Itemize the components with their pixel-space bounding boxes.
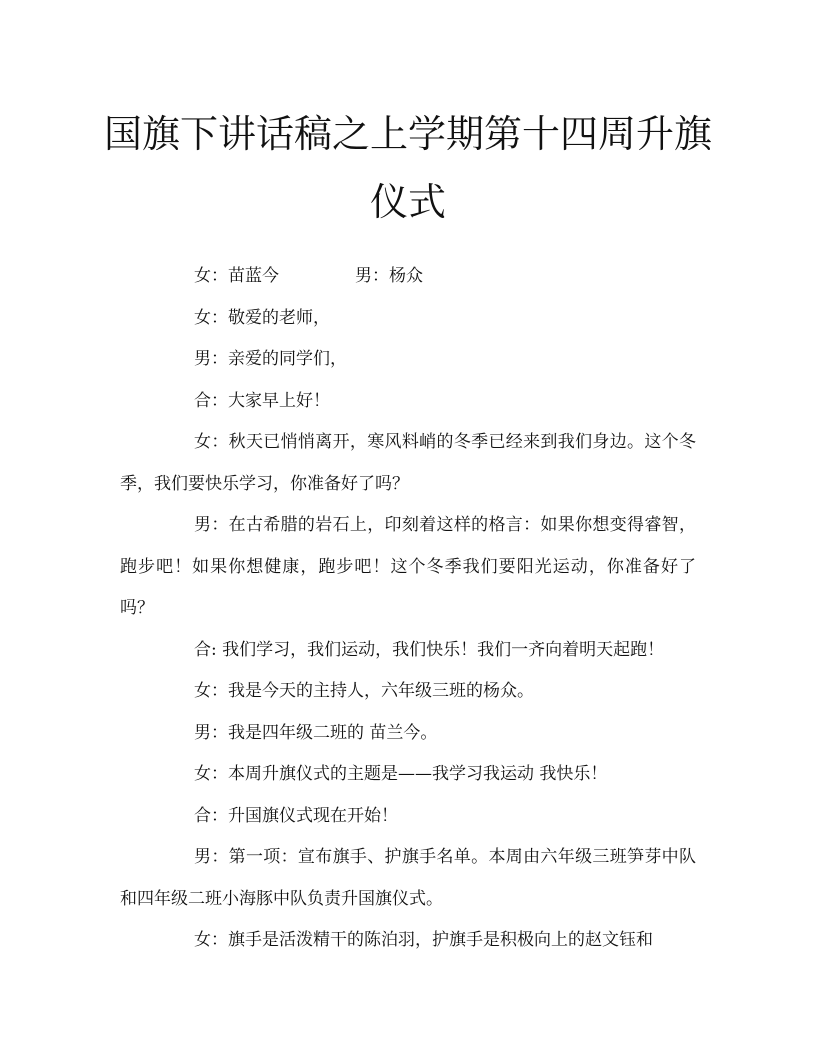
title-line-2: 仪式 [369,180,446,224]
paragraph: 合: 我们学习，我们运动，我们快乐！我们一齐向着明天起跑！ [194,639,665,660]
paragraph: 女：本周升旗仪式的主题是——我学习我运动 我快乐！ [194,764,608,784]
speaker-male: 男：杨众 [355,266,423,286]
paragraph: 女：敬爱的老师， [194,307,330,328]
paragraph: 男：在古希腊的岩石上，印刻着这样的格言：如果你想变得睿智，跑步吧！如果你想健康，跑步吧！这个冬季我们要阳光运动，你准备好了吗？ [120,515,696,618]
paragraph: 男：亲爱的同学们， [194,349,347,369]
document-body [120,256,696,962]
paragraph: 合：升国旗仪式现在开始！ [194,805,398,826]
speaker-female: 女：苗蓝今 [194,266,279,286]
title-line-1: 国旗下讲话稿之上学期第十四周升旗 [103,112,712,156]
paragraph: 合：大家早上好！ [194,390,330,411]
speaker-line [120,256,696,298]
paragraph: 女：旗手是活泼精干的陈泊羽，护旗手是积极向上的赵文钰和 [194,930,653,950]
paragraph: 男：第一项：宣布旗手、护旗手名单。本周由六年级三班笋芽中队和四年级二班小海豚中队负责升国旗仪式。 [120,847,696,909]
paragraph: 女：我是今天的主持人，六年级三班的杨众。 [194,681,534,701]
paragraph: 女：秋天已悄悄离开，寒风料峭的冬季已经来到我们身边。这个冬季，我们要快乐学习，你准备好了吗？ [120,432,696,494]
paragraph: 男：我是四年级二班的 苗兰今。 [194,722,438,743]
document-title [100,100,716,236]
